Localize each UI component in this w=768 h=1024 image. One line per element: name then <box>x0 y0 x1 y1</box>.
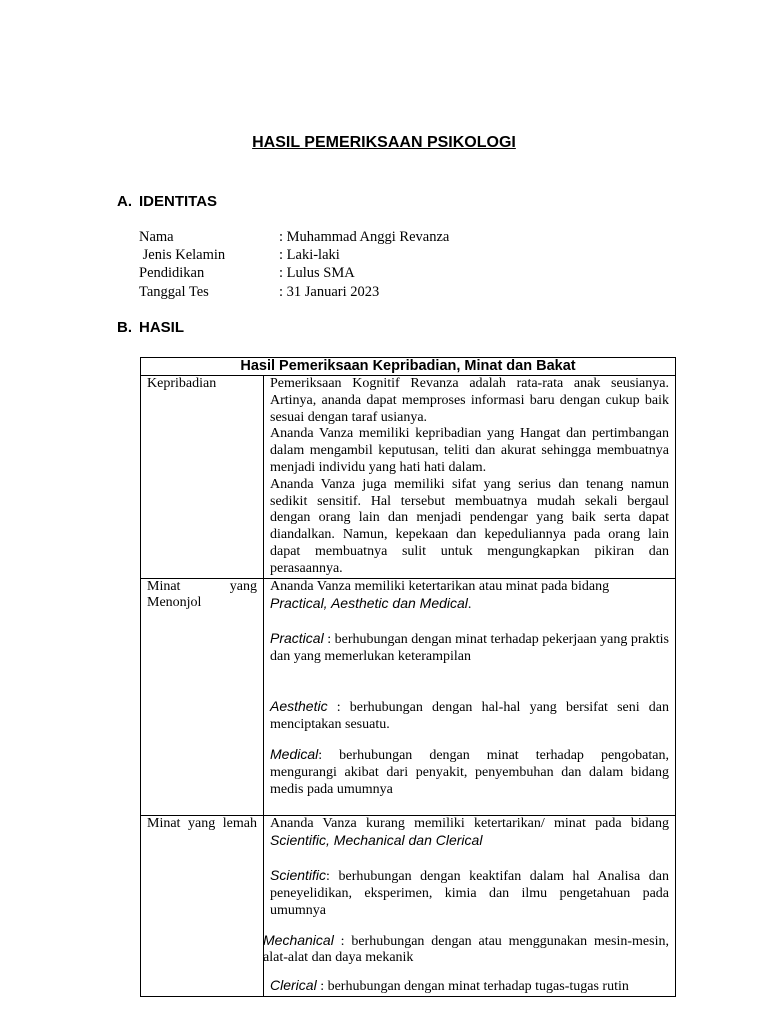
row-content-minat-menonjol <box>264 578 676 815</box>
kepribadian-paragraph: Pemeriksaan Kognitif Revanza adalah rata-rata anak seusianya. Artinya, ananda dapat memproses informasi baru dengan cukup baik sesuai dengan taraf usianya. <box>270 376 669 425</box>
table-row-minat-menonjol <box>141 578 676 815</box>
scientific-desc: : berhubungan dengan keaktifan dalam hal Analisa dan peneyelidikan, eksperimen, kimia dan ilmu pengetahuan pada umumnya <box>270 869 669 918</box>
identity-label: Pendidikan <box>139 265 205 281</box>
mechanical-definition <box>263 932 669 968</box>
clerical-term: Clerical <box>270 977 317 994</box>
clerical-desc: : berhubungan dengan minat terhadap tugas-tugas rutin <box>316 979 629 995</box>
identity-value: : Lulus SMA <box>279 265 355 281</box>
section-b-number: B. <box>117 319 132 336</box>
scientific-term: Scientific <box>270 867 327 884</box>
practical-definition <box>270 630 669 666</box>
medical-desc: : berhubungan dengan minat terhadap pengobatan, mengurangi akibat dari penyakit, penyembuhan dan dalam bidang medis pada umumnya <box>270 748 669 797</box>
intro-text: Ananda Vanza kurang memiliki ketertarikan/ minat pada bidang <box>270 815 669 831</box>
aesthetic-term: Aesthetic <box>270 697 328 714</box>
row-label-minat-lemah <box>141 815 264 996</box>
mechanical-term: Mechanical <box>263 931 334 948</box>
results-table-header: Hasil Pemeriksaan Kepribadian, Minat dan Bakat <box>141 358 676 376</box>
aesthetic-definition <box>270 698 669 734</box>
minat-lemah-intro <box>270 816 669 852</box>
section-a-number: A. <box>117 193 132 210</box>
section-b-heading <box>117 319 184 336</box>
intro-end: . <box>467 597 472 613</box>
section-b-title: HASIL <box>139 319 184 336</box>
identity-value: : Muhammad Anggi Revanza <box>279 229 450 245</box>
minat-menonjol-intro <box>270 579 669 615</box>
kepribadian-paragraph: Ananda Vanza juga memiliki sifat yang serius dan tenang namun sedikit sensitif. Hal tersebut membuatnya mudah sekali bergaul dengan orang lain dan menjadi pendengar yang baik serta dapat diandalkan. Namun, kepekaan dan kepeduliannya pada orang lain dapat membuatnya sulit untuk mengungkapkan pikiran dan perasaannya. <box>270 476 669 576</box>
row-label-text: Minat yang lemah <box>147 815 257 831</box>
row-label-text: Minat yang Menonjol <box>147 578 257 611</box>
table-row-minat-lemah <box>141 815 676 996</box>
kepribadian-paragraph: Ananda Vanza memiliki kepribadian yang Hangat dan pertimbangan dalam mengambil keputusan, teliti dan akurat sehingga membuatnya menjadi individu yang hati hati dalam. <box>270 426 669 475</box>
clerical-definition <box>270 977 669 996</box>
row-content-minat-lemah <box>264 815 676 996</box>
section-a-title: IDENTITAS <box>139 193 218 210</box>
practical-term: Practical <box>270 630 324 647</box>
aesthetic-desc: : berhubungan dengan hal-hal yang bersifat seni dan menciptakan sesuatu. <box>270 699 669 732</box>
row-label-kepribadian: Kepribadian <box>141 376 264 579</box>
intro-fields: Practical, Aesthetic dan Medical <box>270 595 468 612</box>
results-table <box>140 357 676 997</box>
mechanical-desc: : berhubungan dengan atau menggunakan mesin-mesin, alat-alat dan daya mekanik <box>263 933 669 966</box>
row-content-kepribadian <box>264 376 676 579</box>
identity-value: : Laki-laki <box>279 247 340 263</box>
document-title: HASIL PEMERIKSAAN PSIKOLOGI <box>252 134 516 151</box>
scientific-definition <box>270 867 669 919</box>
identity-value: : 31 Januari 2023 <box>279 284 380 300</box>
row-label-minat-menonjol <box>141 578 264 815</box>
table-row-kepribadian <box>141 376 676 579</box>
medical-definition <box>270 746 669 798</box>
intro-text: Ananda Vanza memiliki ketertarikan atau minat pada bidang <box>270 578 610 594</box>
practical-desc: : berhubungan dengan minat terhadap pekerjaan yang praktis dan yang memerlukan keterampilan <box>270 632 669 664</box>
medical-term: Medical <box>270 746 319 763</box>
identity-label: Nama <box>139 229 174 245</box>
section-a-heading <box>117 193 217 210</box>
identity-label: Jenis Kelamin <box>139 247 226 263</box>
identity-label: Tanggal Tes <box>139 284 209 300</box>
intro-fields: Scientific, Mechanical dan Clerical <box>270 832 483 849</box>
